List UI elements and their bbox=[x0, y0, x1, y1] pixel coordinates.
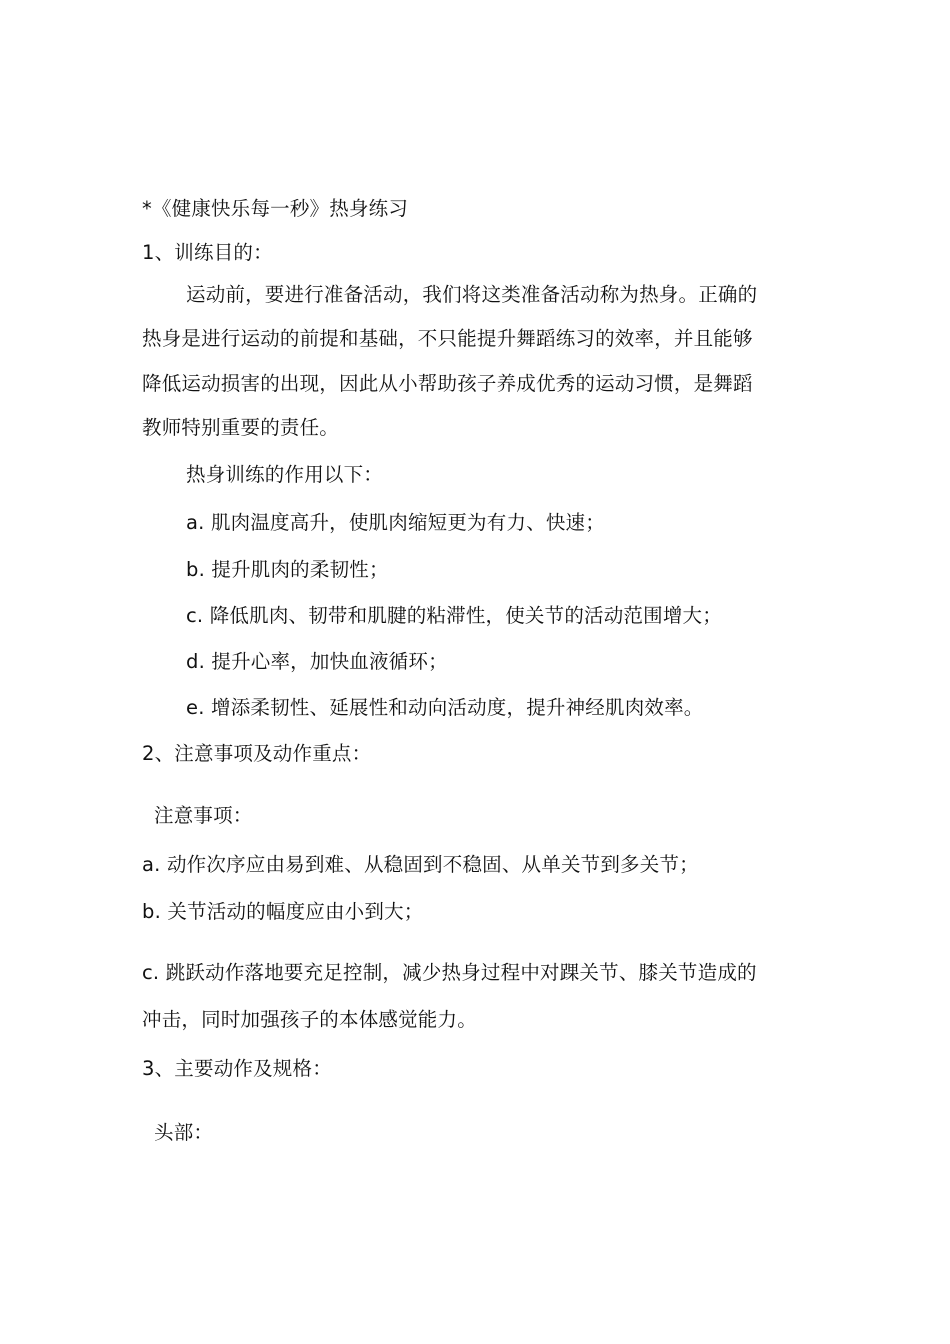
paragraph-line: 热身是进行运动的前提和基础，不只能提升舞蹈练习的效率，并且能够 bbox=[142, 327, 753, 350]
effect-item: a. 肌肉温度高升，使肌肉缩短更为有力、快速； bbox=[186, 511, 605, 534]
section-3-subheading: 头部： bbox=[154, 1121, 214, 1144]
notice-item-c-line: c. 跳跃动作落地要充足控制，减少热身过程中对踝关节、膝关节造成的 bbox=[142, 961, 757, 984]
notice-item: a. 动作次序应由易到难、从稳固到不稳固、从单关节到多关节； bbox=[142, 853, 699, 876]
paragraph-line: 教师特别重要的责任。 bbox=[142, 416, 340, 439]
effect-item: c. 降低肌肉、韧带和肌腱的粘滞性，使关节的活动范围增大； bbox=[186, 604, 722, 627]
notice-item-c-line: 冲击，同时加强孩子的本体感觉能力。 bbox=[142, 1008, 477, 1031]
section-2-subheading: 注意事项： bbox=[154, 804, 253, 827]
effect-item: d. 提升心率，加快血液循环； bbox=[186, 650, 448, 673]
section-1-heading: 1、训练目的： bbox=[142, 241, 273, 264]
effect-item: b. 提升肌肉的柔韧性； bbox=[186, 558, 389, 581]
effect-item: e. 增添柔韧性、延展性和动向活动度，提升神经肌肉效率。 bbox=[186, 696, 704, 719]
paragraph-line: 降低运动损害的出现，因此从小帮助孩子养成优秀的运动习惯，是舞蹈 bbox=[142, 372, 753, 395]
section-3-heading: 3、主要动作及规格： bbox=[142, 1057, 332, 1080]
paragraph-line: 运动前，要进行准备活动，我们将这类准备活动称为热身。正确的 bbox=[186, 283, 758, 306]
notice-item: b. 关节活动的幅度应由小到大； bbox=[142, 900, 424, 923]
section-2-heading: 2、注意事项及动作重点： bbox=[142, 742, 372, 765]
document-title: *《健康快乐每一秒》热身练习 bbox=[142, 197, 409, 220]
effects-intro: 热身训练的作用以下： bbox=[186, 463, 384, 486]
